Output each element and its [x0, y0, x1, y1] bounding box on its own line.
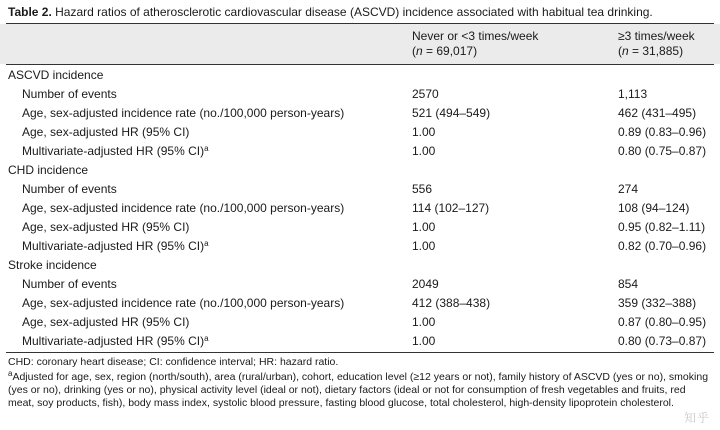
table-row: [0, 87, 720, 107]
table-row: [0, 239, 720, 259]
header-rule: [6, 64, 714, 65]
cell-habitual: 108 (94–124): [618, 201, 690, 215]
row-label: Multivariate-adjusted HR (95% CI)$^a$: [22, 239, 209, 253]
cell-habitual: 462 (431–495): [618, 106, 697, 120]
cell-habitual: 854: [618, 277, 639, 291]
cell-never: 521 (494–549): [412, 106, 491, 120]
header-col-habitual-line1: ≥3 times/week: [618, 29, 695, 43]
table-header: [0, 24, 720, 64]
cell-never: 556: [412, 182, 433, 196]
footnote-a-text: Adjusted for age, sex, region (north/south), area (rural/urban), cohort, education level (≥12 years or not), family history of ASCVD (yes or no), smoking (yes or no), drinking (yes or no), physical activity level (ideal or not), dietary factors (ideal or not for consumption of fresh vegetables and fruits, red meat, soy products, fish), body mass index, systolic blood pressure, fasting blood glucose, total cholesterol, high-density lipoprotein cholesterol.: [8, 371, 709, 409]
bottom-rule: [6, 352, 714, 353]
header-col-habitual-line2: (n = 31,885): [618, 44, 684, 58]
cell-never: 1.00: [412, 334, 436, 348]
table-row: [0, 182, 720, 202]
row-label: Number of events: [22, 87, 117, 101]
cell-habitual: 0.95 (0.82–1.11): [618, 220, 706, 234]
caption-text: Hazard ratios of atherosclerotic cardiovascular disease (ASCVD) incidence associated with habitual tea drinking.: [55, 5, 653, 19]
row-label: Multivariate-adjusted HR (95% CI)$^a$: [22, 144, 209, 158]
cell-habitual: 0.89 (0.83–0.96): [618, 125, 707, 139]
table-row: [0, 125, 720, 145]
row-label: Number of events: [22, 277, 117, 291]
footnote-mark: a: [204, 144, 209, 153]
cell-never: 114 (102–127): [412, 201, 490, 215]
row-label: Age, sex-adjusted incidence rate (no./100,000 person-years): [22, 201, 345, 215]
row-label: Age, sex-adjusted HR (95% CI): [22, 220, 190, 234]
header-col-never-line1: Never or <3 times/week: [412, 29, 539, 43]
row-label: Multivariate-adjusted HR (95% CI)$^a$: [22, 334, 209, 348]
cell-never: 2570: [412, 87, 439, 101]
table-row: [0, 220, 720, 240]
caption-label: Table 2.: [8, 5, 52, 19]
cell-habitual: 359 (332–388): [618, 296, 697, 310]
cell-habitual: 0.80 (0.73–0.87): [618, 334, 707, 348]
table-row: [0, 277, 720, 297]
header-col-never-line2: (n = 69,017): [412, 44, 478, 58]
table-row: [0, 106, 720, 126]
cell-never: 2049: [412, 277, 439, 291]
footnote-a-mark: a: [8, 369, 13, 378]
table-caption: [8, 5, 712, 20]
header-col-habitual: [618, 29, 695, 59]
footnote-mark: a: [204, 334, 209, 343]
section-title: Stroke incidence: [8, 258, 97, 272]
cell-habitual: 0.80 (0.75–0.87): [618, 144, 707, 158]
footnote-abbreviations: CHD: coronary heart disease; CI: confidence interval; HR: hazard ratio.: [8, 356, 339, 368]
row-label: Age, sex-adjusted incidence rate (no./100,000 person-years): [22, 106, 345, 120]
footnote-mark: a: [204, 239, 209, 248]
cell-never: 1.00: [412, 315, 436, 329]
table-row: [0, 201, 720, 221]
cell-never: 412 (388–438): [412, 296, 491, 310]
row-label: Number of events: [22, 182, 117, 196]
row-label: Age, sex-adjusted HR (95% CI): [22, 125, 190, 139]
table-row: [0, 296, 720, 316]
cell-never: 1.00: [412, 125, 436, 139]
cell-habitual: 0.87 (0.80–0.95): [618, 315, 707, 329]
cell-never: 1.00: [412, 144, 436, 158]
section-title: CHD incidence: [8, 163, 89, 177]
cell-never: 1.00: [412, 220, 436, 234]
section-title: ASCVD incidence: [8, 68, 104, 82]
table-row: [0, 315, 720, 335]
watermark: 知乎: [683, 411, 710, 425]
cell-habitual: 274: [618, 182, 639, 196]
cell-habitual: 0.82 (0.70–0.96): [618, 239, 707, 253]
table-row: [0, 144, 720, 164]
footnote-a: [8, 371, 712, 410]
header-col-never: [412, 29, 538, 59]
table-row: [0, 334, 720, 354]
row-label: Age, sex-adjusted incidence rate (no./100,000 person-years): [22, 296, 345, 310]
cell-never: 1.00: [412, 239, 436, 253]
row-label: Age, sex-adjusted HR (95% CI): [22, 315, 190, 329]
cell-habitual: 1,113: [618, 87, 648, 101]
